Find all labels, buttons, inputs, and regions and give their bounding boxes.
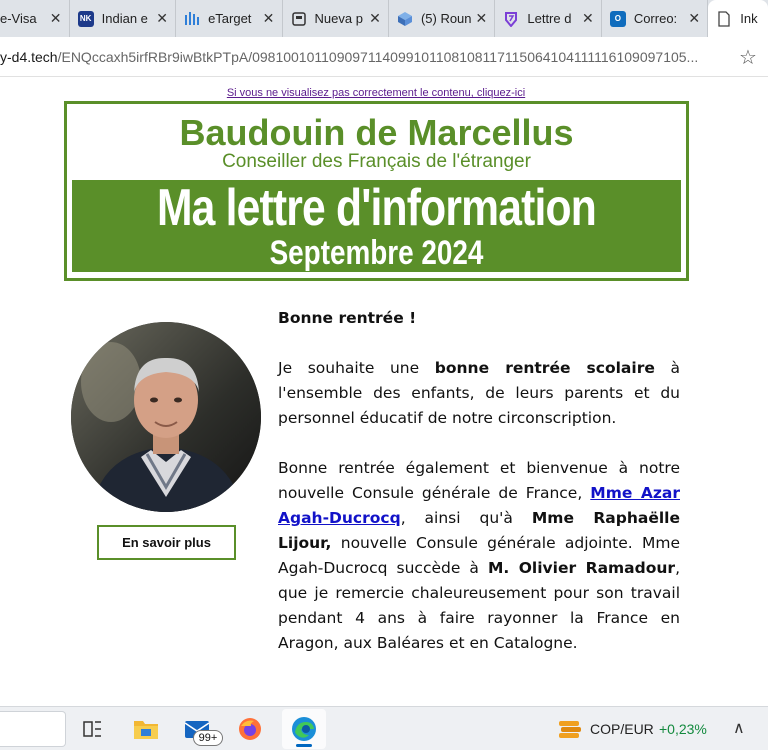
favorite-star-icon[interactable]: ☆: [739, 44, 757, 69]
edge-taskbar-button[interactable]: [282, 709, 326, 749]
tab-label: e-Visa: [0, 11, 37, 26]
close-tab-icon[interactable]: ✕: [581, 10, 594, 26]
bars-icon: [184, 11, 200, 27]
edge-icon: [290, 715, 318, 743]
more-info-button[interactable]: En savoir plus: [97, 525, 236, 560]
mail-badge: 99+: [193, 730, 223, 746]
close-tab-icon[interactable]: ✕: [156, 10, 168, 26]
close-tab-icon[interactable]: ✕: [369, 10, 381, 26]
bold-text: bonne rentrée scolaire: [434, 359, 655, 377]
tab-lettre[interactable]: [495, 0, 601, 37]
newsletter-title: Ma lettre d'information: [156, 179, 597, 237]
text-span: Bonne rentrée également et bienvenue à notre nouvelle Consule générale de France,: [278, 459, 680, 502]
tab-round[interactable]: [389, 0, 495, 37]
web-page: [0, 78, 768, 706]
bold-text: M. Olivier Ramadour: [487, 559, 676, 577]
taskbar-search[interactable]: [0, 711, 66, 747]
tab-label: eTarget: [208, 11, 252, 26]
tab-etarget[interactable]: [176, 0, 282, 37]
ticker-label: COP/EUR: [590, 721, 654, 737]
active-indicator: [296, 744, 312, 747]
tab-correo[interactable]: [602, 0, 708, 37]
paragraph: [278, 356, 680, 431]
view-online-link[interactable]: Si vous ne visualisez pas correctement le contenu, cliquez-ici: [226, 87, 526, 99]
tab-indian[interactable]: [70, 0, 176, 37]
text-span: , que je remercie chaleureusement pour son travail pendant 4 ans à faire rayonner la France en Aragon, aux Baléares et en Catalogne.: [278, 559, 680, 652]
url-field[interactable]: [0, 49, 728, 65]
article-body: [278, 306, 680, 681]
text-span: , ainsi qu'à: [400, 509, 532, 527]
tab-label: (5) Roun: [420, 11, 472, 26]
taskbar: [0, 706, 768, 750]
firefox-icon[interactable]: [236, 715, 264, 743]
outlook-icon: O: [610, 11, 626, 27]
text-span: Je souhaite une: [278, 359, 435, 377]
address-bar[interactable]: [0, 37, 768, 77]
author-role: Conseiller des Français de l'étranger: [222, 151, 531, 172]
newsletter-date: Septembre 2024: [269, 234, 484, 272]
shield-icon: [503, 11, 519, 27]
nk-icon: NK: [78, 11, 94, 27]
consul-link[interactable]: Mme Azar Agah-Ducrocq: [278, 484, 680, 527]
title-banner: [72, 180, 681, 272]
close-tab-icon[interactable]: ✕: [49, 10, 62, 26]
close-tab-icon[interactable]: ✕: [262, 10, 275, 26]
page-icon: [716, 11, 732, 27]
article-heading: Bonne rentrée !: [278, 309, 417, 327]
tab-nueva[interactable]: [283, 0, 389, 37]
url-host: y-d4.tech: [0, 48, 58, 65]
tab-label: Nueva p: [314, 11, 363, 26]
chevron-up-icon[interactable]: ∧: [733, 718, 745, 737]
newsletter-header: [64, 101, 689, 281]
text-span: à l'ensemble des enfants, de leurs parents et du personnel éducatif de notre circonscription.: [278, 359, 680, 427]
tab-label: Indian e: [101, 11, 148, 26]
cube-icon: [397, 11, 413, 27]
tab-label: Lettre d: [527, 11, 572, 26]
url-path: /ENQccaxh5irfRBr9iwBtkPTpA/098100101109097114099101108108117115064104111116109097105...: [57, 48, 699, 65]
close-tab-icon[interactable]: ✕: [688, 10, 701, 26]
author-name: Baudouin de Marcellus: [179, 112, 574, 153]
author-photo: [71, 322, 261, 512]
doc-icon: [291, 11, 307, 27]
paragraph: [278, 456, 680, 656]
exchange-rate-icon[interactable]: [556, 715, 584, 743]
tab-evisa[interactable]: [0, 0, 70, 37]
ticker-change: +0,23%: [659, 721, 707, 737]
tab-label: Correo:: [633, 11, 678, 26]
browser-tab-bar: [0, 0, 768, 37]
file-explorer-icon[interactable]: [132, 715, 160, 743]
task-view-icon[interactable]: [78, 715, 106, 743]
tab-ink[interactable]: [708, 0, 768, 37]
text-span: nouvelle Consule générale adjointe. Mme Agah-Ducrocq succède à: [278, 534, 680, 577]
tab-label: Ink: [740, 11, 758, 26]
close-tab-icon[interactable]: ✕: [475, 10, 488, 26]
bold-text: Mme Raphaëlle Lijour,: [278, 509, 681, 552]
